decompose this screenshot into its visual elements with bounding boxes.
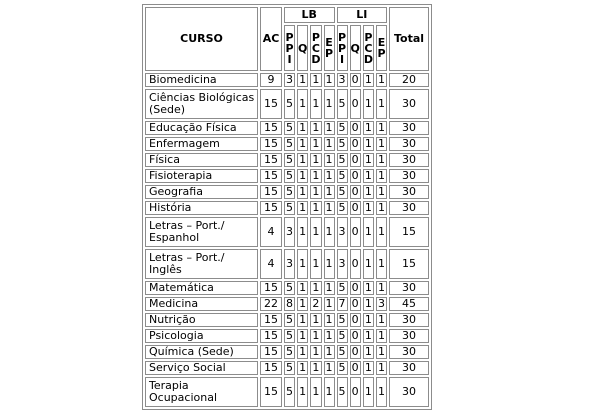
cell-li-pcd: 1 (363, 185, 374, 199)
cell-ac: 22 (260, 297, 282, 311)
cell-li-ep: 3 (378, 297, 385, 310)
cell-lb-ep: 1 (325, 361, 333, 374)
cell-li-pcd: 1 (363, 345, 374, 359)
cell-lb-q: 1 (297, 185, 308, 199)
cell-li-q: 0 (350, 217, 361, 247)
cell-curso: Química (Sede) (145, 345, 258, 359)
cell-li-ep: 1 (378, 73, 385, 86)
cell-lb-q: 1 (297, 281, 308, 295)
cell-lb-pcd: 1 (310, 329, 321, 343)
cell-li-q: 0 (350, 345, 361, 359)
cell-curso: Biomedicina (145, 73, 258, 87)
cell-curso: História (145, 201, 258, 215)
cell-li-pcd: 1 (363, 89, 374, 119)
cell-curso: Enfermagem (145, 137, 258, 151)
cell-li-ppi: 5 (338, 153, 346, 166)
cell-total: 30 (389, 137, 429, 151)
cell-lb-ep: 1 (325, 185, 333, 198)
cell-lb-q: 1 (297, 73, 308, 87)
cell-li-ep: 1 (378, 329, 385, 342)
cell-li-q: 0 (350, 313, 361, 327)
cell-li-pcd: 1 (363, 137, 374, 151)
cell-lb-q: 1 (297, 297, 308, 311)
cell-lb-ep: 1 (325, 137, 333, 150)
table-row (145, 313, 429, 327)
cell-lb-ep: 1 (324, 249, 335, 279)
cell-total: 30 (389, 153, 429, 167)
cell-lb-pcd: 1 (310, 361, 321, 375)
cell-lb-ppi: 5 (286, 201, 293, 214)
cell-li-ppi: 5 (337, 89, 348, 119)
cell-lb-pcd: 1 (310, 185, 321, 199)
header-li-q (350, 25, 361, 71)
cell-li-pcd: 1 (363, 201, 374, 215)
cell-lb-ppi: 5 (286, 313, 293, 326)
cell-lb-q: 1 (297, 377, 308, 407)
cell-lb-ep: 1 (324, 89, 335, 119)
header-lb-pcd (310, 25, 321, 71)
cell-li-ep: 1 (376, 249, 387, 279)
cell-lb-ep: 1 (325, 121, 333, 134)
cell-lb-ppi: 5 (286, 329, 293, 342)
cell-li-q: 0 (350, 281, 361, 295)
table-row (145, 217, 429, 247)
cell-lb-q: 1 (297, 329, 308, 343)
table-row (145, 121, 429, 135)
header-li-ppi (337, 25, 348, 71)
header-lb-ep (324, 25, 335, 71)
header-lb-q (297, 25, 308, 71)
cell-ac: 15 (260, 201, 282, 215)
cell-li-ppi: 5 (338, 185, 346, 198)
header-row-top (145, 7, 429, 23)
cell-lb-q: 1 (297, 313, 308, 327)
cell-total: 30 (389, 201, 429, 215)
cell-total: 15 (389, 217, 429, 247)
cell-li-ppi: 3 (337, 217, 348, 247)
table-row (145, 89, 429, 119)
cell-curso: Ciências Biológicas (Sede) (145, 89, 258, 119)
table-row (145, 137, 429, 151)
cell-ac: 4 (260, 249, 282, 279)
cell-li-ep: 1 (378, 201, 385, 214)
cell-li-q: 0 (350, 297, 361, 311)
table-row (145, 329, 429, 343)
cell-li-ep: 1 (376, 217, 387, 247)
cell-lb-ep: 1 (325, 153, 333, 166)
cell-li-pcd: 1 (363, 73, 374, 87)
cell-li-pcd: 1 (363, 329, 374, 343)
cell-curso: Medicina (145, 297, 258, 311)
cell-total: 30 (389, 361, 429, 375)
cell-curso: Nutrição (145, 313, 258, 327)
cell-li-ep: 1 (376, 377, 387, 407)
header-lb-ppi (284, 25, 295, 71)
cell-lb-ppi: 5 (286, 185, 293, 198)
cell-li-ppi: 5 (338, 201, 346, 214)
cell-li-ppi: 5 (338, 329, 346, 342)
cell-total: 30 (389, 185, 429, 199)
header-lb-ppi-label: P P I (285, 30, 294, 66)
cell-ac: 4 (260, 217, 282, 247)
table-header (145, 7, 429, 71)
cell-lb-q: 1 (297, 201, 308, 215)
cell-li-ep: 1 (378, 153, 385, 166)
cell-lb-ep: 1 (325, 169, 333, 182)
cell-lb-pcd: 1 (310, 89, 321, 119)
header-li: LI (337, 7, 388, 23)
cell-lb-ppi: 5 (286, 361, 293, 374)
cell-lb-ppi: 3 (284, 249, 295, 279)
cell-lb-ppi: 3 (284, 217, 295, 247)
cell-total: 30 (389, 89, 429, 119)
cell-lb-ppi: 5 (284, 89, 295, 119)
cell-lb-pcd: 1 (310, 73, 321, 87)
cell-lb-pcd: 1 (310, 281, 321, 295)
cell-lb-ppi: 5 (286, 137, 293, 150)
table-body (145, 73, 429, 407)
table-row (145, 345, 429, 359)
table-row (145, 297, 429, 311)
cell-li-pcd: 1 (363, 361, 374, 375)
cell-li-ppi: 5 (337, 377, 348, 407)
cell-lb-pcd: 1 (310, 153, 321, 167)
cell-total: 30 (389, 377, 429, 407)
cell-curso: Letras – Port./ Espanhol (145, 217, 258, 247)
cell-li-q: 0 (350, 361, 361, 375)
cell-lb-ep: 1 (325, 345, 333, 358)
cell-li-pcd: 1 (363, 121, 374, 135)
cell-total: 30 (389, 329, 429, 343)
cell-total: 20 (389, 73, 429, 87)
header-lb-ep-label: E P (324, 36, 334, 60)
table-row (145, 153, 429, 167)
cell-ac: 15 (260, 329, 282, 343)
cell-li-ep: 1 (378, 361, 385, 374)
cell-li-q: 0 (350, 329, 361, 343)
header-li-ppi-label: P P I (337, 30, 347, 66)
cell-lb-pcd: 1 (310, 201, 321, 215)
cell-li-ppi: 5 (338, 345, 346, 358)
cell-lb-ppi: 5 (286, 121, 293, 134)
cell-ac: 15 (260, 345, 282, 359)
cell-lb-q: 1 (297, 89, 308, 119)
table-row (145, 377, 429, 407)
header-li-ep-label: E P (377, 36, 386, 60)
cell-lb-ppi: 5 (286, 153, 293, 166)
cell-li-ep: 1 (378, 281, 385, 294)
cell-lb-pcd: 1 (310, 217, 321, 247)
cell-curso: Educação Física (145, 121, 258, 135)
table-row (145, 185, 429, 199)
cell-lb-ep: 1 (325, 329, 333, 342)
cell-li-q: 0 (350, 201, 361, 215)
cell-li-pcd: 1 (363, 377, 374, 407)
table-row (145, 249, 429, 279)
cell-lb-q: 1 (297, 137, 308, 151)
header-curso: CURSO (145, 7, 258, 71)
cell-li-pcd: 1 (363, 313, 374, 327)
cell-li-q: 0 (350, 137, 361, 151)
cell-li-q: 0 (350, 185, 361, 199)
cell-li-pcd: 1 (363, 169, 374, 183)
cell-lb-q: 1 (297, 153, 308, 167)
cell-lb-pcd: 2 (310, 297, 321, 311)
header-lb-q-label: Q (298, 41, 308, 55)
header-li-ep (376, 25, 387, 71)
cell-li-ep: 1 (378, 313, 385, 326)
cell-lb-ep: 1 (325, 73, 333, 86)
cell-li-ppi: 5 (338, 281, 346, 294)
cell-li-ppi: 3 (337, 249, 348, 279)
cell-total: 45 (389, 297, 429, 311)
cell-ac: 15 (260, 281, 282, 295)
header-lb-pcd-label: P C D (311, 30, 321, 66)
cell-lb-q: 1 (297, 361, 308, 375)
cell-li-q: 0 (350, 377, 361, 407)
cell-ac: 15 (260, 169, 282, 183)
cell-lb-pcd: 1 (310, 121, 321, 135)
cell-lb-pcd: 1 (310, 249, 321, 279)
cell-li-ppi: 5 (338, 361, 346, 374)
cell-total: 30 (389, 345, 429, 359)
cell-curso: Letras – Port./ Inglês (145, 249, 258, 279)
cell-lb-ppi: 5 (286, 281, 293, 294)
cell-curso: Física (145, 153, 258, 167)
cell-lb-ep: 1 (324, 377, 335, 407)
cell-lb-ppi: 5 (284, 377, 295, 407)
cell-li-q: 0 (350, 153, 361, 167)
cell-lb-ep: 1 (324, 217, 335, 247)
header-total: Total (389, 7, 429, 71)
cell-lb-pcd: 1 (310, 345, 321, 359)
cell-lb-ppi: 8 (286, 297, 293, 310)
cell-ac: 9 (260, 73, 282, 87)
cell-curso: Serviço Social (145, 361, 258, 375)
table-row (145, 361, 429, 375)
cell-li-ep: 1 (378, 185, 385, 198)
cell-li-q: 0 (350, 121, 361, 135)
header-lb: LB (284, 7, 335, 23)
cell-li-ppi: 5 (338, 121, 346, 134)
table-row (145, 201, 429, 215)
cell-ac: 15 (260, 121, 282, 135)
cell-li-pcd: 1 (363, 217, 374, 247)
cell-total: 15 (389, 249, 429, 279)
cell-li-pcd: 1 (363, 249, 374, 279)
cell-ac: 15 (260, 377, 282, 407)
cell-li-q: 0 (350, 89, 361, 119)
quota-table (142, 4, 432, 410)
cell-li-ep: 1 (378, 345, 385, 358)
cell-li-ep: 1 (378, 137, 385, 150)
cell-curso: Psicologia (145, 329, 258, 343)
cell-li-q: 0 (350, 73, 361, 87)
header-li-pcd-label: P C D (363, 30, 373, 66)
quota-table-container (142, 4, 432, 410)
cell-li-ep: 1 (376, 89, 387, 119)
cell-total: 30 (389, 281, 429, 295)
cell-li-ppi: 7 (338, 297, 346, 310)
cell-curso: Terapia Ocupacional (145, 377, 258, 407)
cell-total: 30 (389, 169, 429, 183)
cell-curso: Geografia (145, 185, 258, 199)
header-li-q-label: Q (350, 41, 360, 55)
table-row (145, 73, 429, 87)
cell-lb-q: 1 (297, 169, 308, 183)
cell-li-ppi: 3 (338, 73, 346, 86)
cell-lb-ppi: 5 (286, 345, 293, 358)
cell-lb-pcd: 1 (310, 313, 321, 327)
cell-li-pcd: 1 (363, 153, 374, 167)
cell-curso: Matemática (145, 281, 258, 295)
cell-ac: 15 (260, 313, 282, 327)
cell-lb-q: 1 (297, 217, 308, 247)
cell-li-ppi: 5 (338, 169, 346, 182)
cell-lb-pcd: 1 (310, 137, 321, 151)
cell-ac: 15 (260, 137, 282, 151)
cell-li-ep: 1 (378, 121, 385, 134)
cell-lb-q: 1 (297, 345, 308, 359)
cell-total: 30 (389, 313, 429, 327)
cell-li-q: 0 (350, 169, 361, 183)
cell-lb-ppi: 5 (286, 169, 293, 182)
cell-li-ppi: 5 (338, 137, 346, 150)
header-li-pcd (363, 25, 374, 71)
cell-lb-pcd: 1 (310, 377, 321, 407)
cell-lb-ppi: 3 (286, 73, 293, 86)
cell-lb-ep: 1 (325, 297, 333, 310)
cell-lb-pcd: 1 (310, 169, 321, 183)
cell-total: 30 (389, 121, 429, 135)
cell-ac: 15 (260, 361, 282, 375)
cell-curso: Fisioterapia (145, 169, 258, 183)
header-ac: AC (260, 7, 282, 71)
cell-lb-q: 1 (297, 249, 308, 279)
table-row (145, 281, 429, 295)
table-row (145, 169, 429, 183)
cell-ac: 15 (260, 153, 282, 167)
cell-li-q: 0 (350, 249, 361, 279)
cell-lb-ep: 1 (325, 313, 333, 326)
cell-li-pcd: 1 (363, 297, 374, 311)
cell-li-pcd: 1 (363, 281, 374, 295)
cell-lb-ep: 1 (325, 281, 333, 294)
cell-li-ppi: 5 (338, 313, 346, 326)
cell-ac: 15 (260, 185, 282, 199)
cell-lb-q: 1 (297, 121, 308, 135)
cell-lb-ep: 1 (325, 201, 333, 214)
cell-li-ep: 1 (378, 169, 385, 182)
cell-ac: 15 (260, 89, 282, 119)
